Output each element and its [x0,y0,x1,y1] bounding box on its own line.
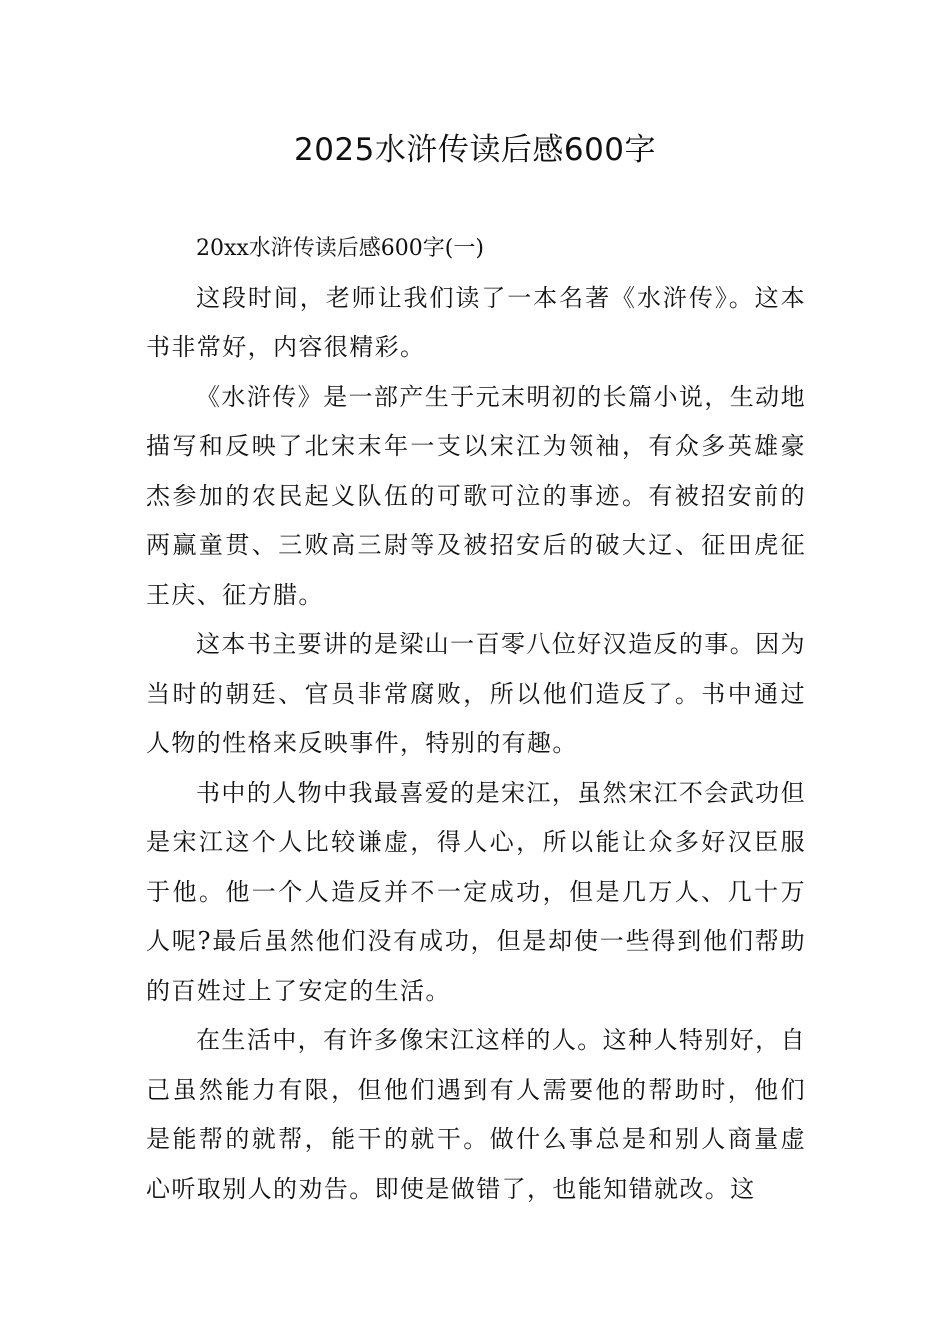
paragraph-1: 这段时间，老师让我们读了一本名著《水浒传》。这本书非常好，内容很精彩。 [146,283,806,361]
paragraph-2: 《水浒传》是一部产生于元末明初的长篇小说，生动地描写和反映了北宋末年一支以宋江为领袖，有众多英雄豪杰参加的农民起义队伍的可歌可泣的事迹。有被招安前的两赢童贯、三败高三尉等及被招安后的破大辽、征田虎征王庆、征方腊。 [146,382,806,609]
paragraph-4: 书中的人物中我最喜爱的是宋江，虽然宋江不会武功但是宋江这个人比较谦虚，得人心，所以能让众多好汉臣服于他。他一个人造反并不一定成功，但是几万人、几十万人呢?最后虽然他们没有成功，但是却使一些得到他们帮助的百姓过上了安定的生活。 [146,778,806,1005]
paragraph-5: 在生活中，有许多像宋江这样的人。这种人特别好，自己虽然能力有限，但他们遇到有人需要他的帮助时，他们是能帮的就帮，能干的就干。做什么事总是和别人商量虚心听取别人的劝告。即使是做错了，也能知错就改。这 [146,1026,806,1203]
document-title: 2025水浒传读后感600字 [293,132,657,168]
paragraph-3: 这本书主要讲的是梁山一百零八位好汉造反的事。因为当时的朝廷、官员非常腐败，所以他们造反了。书中通过人物的性格来反映事件，特别的有趣。 [146,630,806,757]
section-heading: 20xx水浒传读后感600字(一) [196,236,484,261]
document-body [146,224,806,1214]
